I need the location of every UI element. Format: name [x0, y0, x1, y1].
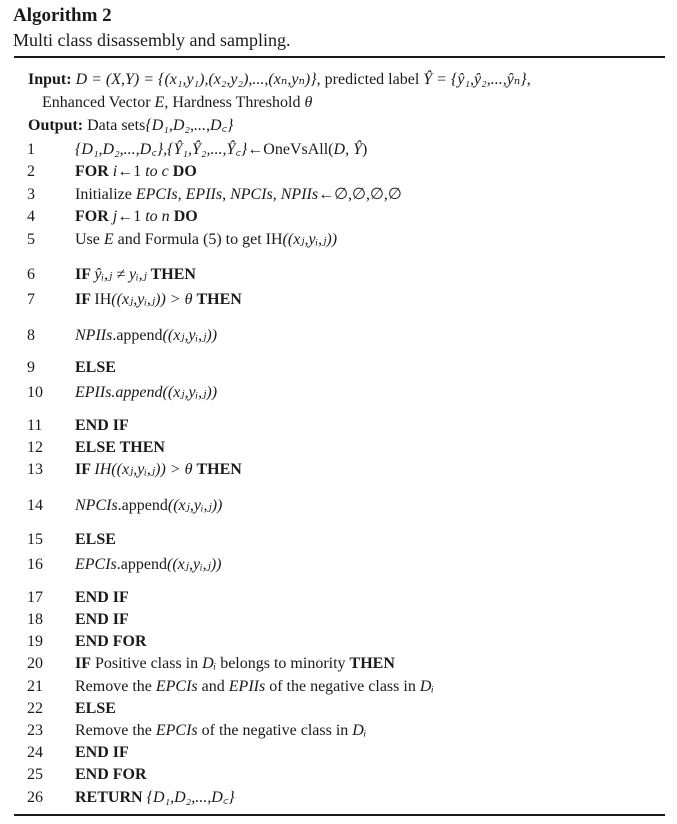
line-content	[75, 654, 395, 674]
keyword: THEN	[192, 291, 242, 308]
math-expression: ((xⱼ,yᵢ,ⱼ))	[111, 291, 166, 308]
text: Remove the	[75, 678, 156, 695]
math-expression: NPCIs	[75, 497, 118, 514]
text: Positive class in	[91, 655, 203, 672]
keyword: END FOR	[75, 766, 147, 783]
keyword: IF	[75, 655, 91, 672]
line-content	[75, 162, 197, 182]
algorithm-line	[0, 765, 677, 787]
text: ←OneVsAll(	[247, 141, 334, 158]
algorithm-line	[0, 358, 677, 380]
line-number: 14	[27, 497, 43, 514]
keyword: IF	[75, 266, 95, 283]
keyword: DO	[168, 163, 197, 180]
keyword: Input:	[28, 71, 72, 88]
keyword: THEN	[192, 461, 242, 478]
text: .append	[112, 327, 163, 344]
algorithm-line	[0, 654, 677, 676]
line-number: 17	[27, 589, 43, 606]
line-number: 13	[27, 461, 43, 478]
math-expression: Ŷ = {ŷ₁,ŷ₂,...,ŷₙ}	[423, 71, 527, 88]
line-content	[75, 530, 116, 550]
line-number: 4	[27, 208, 35, 225]
text: )	[361, 141, 368, 158]
text: ←1	[117, 208, 146, 225]
line-content	[75, 743, 129, 763]
text: Remove the	[75, 722, 156, 739]
math-expression: ((xⱼ,yᵢ,ⱼ))	[111, 461, 166, 478]
math-expression: Dᵢ	[202, 655, 217, 672]
math-expression: ((xⱼ,yᵢ,ⱼ))	[162, 327, 218, 344]
text: and	[197, 678, 229, 695]
algorithm-line	[0, 326, 677, 348]
keyword: END IF	[75, 589, 129, 606]
algorithm-line	[0, 438, 677, 460]
algorithm-line	[0, 788, 677, 810]
line-number: 5	[27, 231, 35, 248]
line-number: 21	[27, 678, 43, 695]
math-expression: ((xⱼ,yᵢ,ⱼ))	[282, 231, 338, 248]
line-content	[75, 699, 116, 719]
algorithm-line	[0, 140, 677, 162]
line-number: 24	[27, 744, 43, 761]
line-number: 12	[27, 439, 43, 456]
math-expression: ((xⱼ,yᵢ,ⱼ))	[167, 497, 223, 514]
line-content	[75, 788, 235, 808]
line-number: 26	[27, 789, 43, 806]
line-content	[75, 588, 129, 608]
text: belongs to minority	[216, 655, 350, 672]
math-expression: NPIIs	[280, 186, 319, 203]
line-content	[75, 416, 129, 436]
line-content	[75, 207, 198, 227]
line-content	[75, 632, 147, 652]
keyword: FOR	[75, 208, 113, 225]
text: ,	[526, 71, 531, 88]
top-rule	[14, 56, 665, 58]
algorithm-line	[0, 207, 677, 229]
math-expression: EPCIs	[155, 678, 198, 695]
algorithm-caption: Multi class disassembly and sampling.	[13, 30, 291, 50]
math-expression: E	[154, 94, 165, 111]
text: ,	[345, 141, 354, 158]
line-number: 18	[27, 611, 43, 628]
line-content	[75, 496, 222, 516]
algorithm-line	[0, 460, 677, 482]
keyword: RETURN	[75, 789, 147, 806]
output-line	[28, 116, 233, 136]
text: .append	[116, 556, 167, 573]
math-expression: EPIIs.append	[75, 384, 163, 401]
math-expression: IH	[94, 461, 112, 478]
math-expression: D = (X,Y) = {(x₁,y₁),(x₂,y₂),...,(xₙ,yₙ)}	[71, 71, 317, 88]
math-expression: ŷᵢ,ⱼ ≠ yᵢ,ⱼ	[94, 266, 147, 283]
math-expression: > θ	[165, 291, 193, 308]
line-number: 7	[27, 291, 35, 308]
text: ←∅,∅,∅,∅	[318, 186, 402, 203]
line-number: 23	[27, 722, 43, 739]
math-expression: EPCIs	[75, 556, 117, 573]
algorithm-line	[0, 555, 677, 577]
math-expression: E	[103, 231, 114, 248]
line-number: 8	[27, 327, 35, 344]
algorithm-title: Algorithm 2	[13, 5, 112, 26]
math-expression: NPIIs	[75, 327, 113, 344]
math-expression: EPCIs	[155, 722, 198, 739]
algorithm-line	[0, 632, 677, 654]
math-expression: EPIIs	[185, 186, 223, 203]
algorithm-line	[0, 699, 677, 721]
line-content	[75, 555, 221, 575]
line-number: 3	[27, 186, 35, 203]
text: and Formula (5) to get IH	[113, 231, 283, 248]
math-expression: {D₁,D₂,...,D꜀},{Ŷ₁,Ŷ₂,...,Ŷ꜀}	[75, 141, 248, 158]
text: ,	[272, 186, 281, 203]
math-expression: ((xⱼ,yᵢ,ⱼ))	[166, 556, 222, 573]
math-expression: EPIIs	[228, 678, 266, 695]
line-content	[75, 140, 367, 160]
math-expression: D	[333, 141, 346, 158]
line-content	[75, 383, 217, 403]
line-number: 9	[27, 359, 35, 376]
keyword: THEN	[349, 655, 395, 672]
algorithm-line	[0, 383, 677, 405]
text: IH	[94, 291, 112, 308]
math-expression: to c	[145, 163, 169, 180]
line-number: 19	[27, 633, 43, 650]
math-expression: ((xⱼ,yᵢ,ⱼ))	[162, 384, 218, 401]
algorithm-line	[0, 588, 677, 610]
text: ,	[177, 186, 186, 203]
text: .append	[117, 497, 168, 514]
line-number: 1	[27, 141, 35, 158]
algorithm-line	[0, 185, 677, 207]
line-number: 15	[27, 531, 43, 548]
algorithm-line	[0, 230, 677, 252]
algorithm-line	[0, 610, 677, 632]
algorithm-line	[0, 265, 677, 287]
keyword: END IF	[75, 417, 129, 434]
line-content	[75, 677, 434, 697]
algorithm-line	[0, 530, 677, 552]
line-content	[75, 265, 196, 285]
keyword: ELSE THEN	[75, 439, 165, 456]
text: of the negative class in	[197, 722, 353, 739]
line-number: 20	[27, 655, 43, 672]
keyword: IF	[75, 291, 95, 308]
keyword: DO	[169, 208, 198, 225]
keyword: Output:	[28, 117, 84, 134]
line-content	[75, 765, 147, 785]
keyword: ELSE	[75, 359, 116, 376]
text: ,	[222, 186, 231, 203]
line-content	[75, 358, 116, 378]
math-expression: Dᵢ	[419, 678, 434, 695]
text: of the negative class in	[265, 678, 420, 695]
text: ←1	[117, 163, 146, 180]
line-content	[75, 610, 129, 630]
text: Initialize	[75, 186, 136, 203]
math-expression: to n	[145, 208, 170, 225]
math-expression: Dᵢ	[352, 722, 367, 739]
keyword: FOR	[75, 163, 113, 180]
text: , predicted label	[316, 71, 424, 88]
line-number: 25	[27, 766, 43, 783]
line-content	[75, 460, 242, 480]
math-expression: {D₁,D₂,...,D꜀}	[145, 117, 234, 134]
line-content	[75, 185, 402, 205]
line-content	[75, 721, 366, 741]
keyword: THEN	[146, 266, 196, 283]
line-number: 2	[27, 163, 35, 180]
keyword: END IF	[75, 611, 129, 628]
algorithm-line	[0, 743, 677, 765]
text: Data sets	[83, 117, 146, 134]
math-expression: EPCIs	[135, 186, 178, 203]
line-number: 6	[27, 266, 35, 283]
line-content	[75, 290, 242, 310]
bottom-rule	[14, 814, 665, 816]
keyword: END FOR	[75, 633, 147, 650]
math-expression: j	[112, 208, 118, 225]
line-content	[75, 438, 165, 458]
line-number: 22	[27, 700, 43, 717]
text: Enhanced Vector	[42, 94, 155, 111]
math-expression: {D₁,D₂,...,D꜀}	[146, 789, 235, 806]
algorithm-line	[0, 677, 677, 699]
line-content	[75, 326, 217, 346]
keyword: ELSE	[75, 531, 116, 548]
math-expression: NPCIs	[230, 186, 273, 203]
line-number: 10	[27, 384, 43, 401]
math-expression: θ	[304, 94, 313, 111]
keyword: END IF	[75, 744, 129, 761]
text: , Hardness Threshold	[164, 94, 305, 111]
math-expression: i	[112, 163, 118, 180]
algorithm-line	[0, 496, 677, 518]
keyword: ELSE	[75, 700, 116, 717]
text: Use	[75, 231, 104, 248]
line-number: 16	[27, 556, 43, 573]
algorithm-line	[0, 162, 677, 184]
keyword: IF	[75, 461, 95, 478]
line-content	[75, 230, 337, 250]
math-expression: Ŷ	[353, 141, 362, 158]
algorithm-line	[0, 721, 677, 743]
input-continuation-line	[42, 93, 312, 113]
input-line	[28, 70, 531, 90]
algorithm-line	[0, 290, 677, 312]
math-expression: > θ	[165, 461, 193, 478]
algorithm-line	[0, 416, 677, 438]
line-number: 11	[27, 417, 43, 434]
